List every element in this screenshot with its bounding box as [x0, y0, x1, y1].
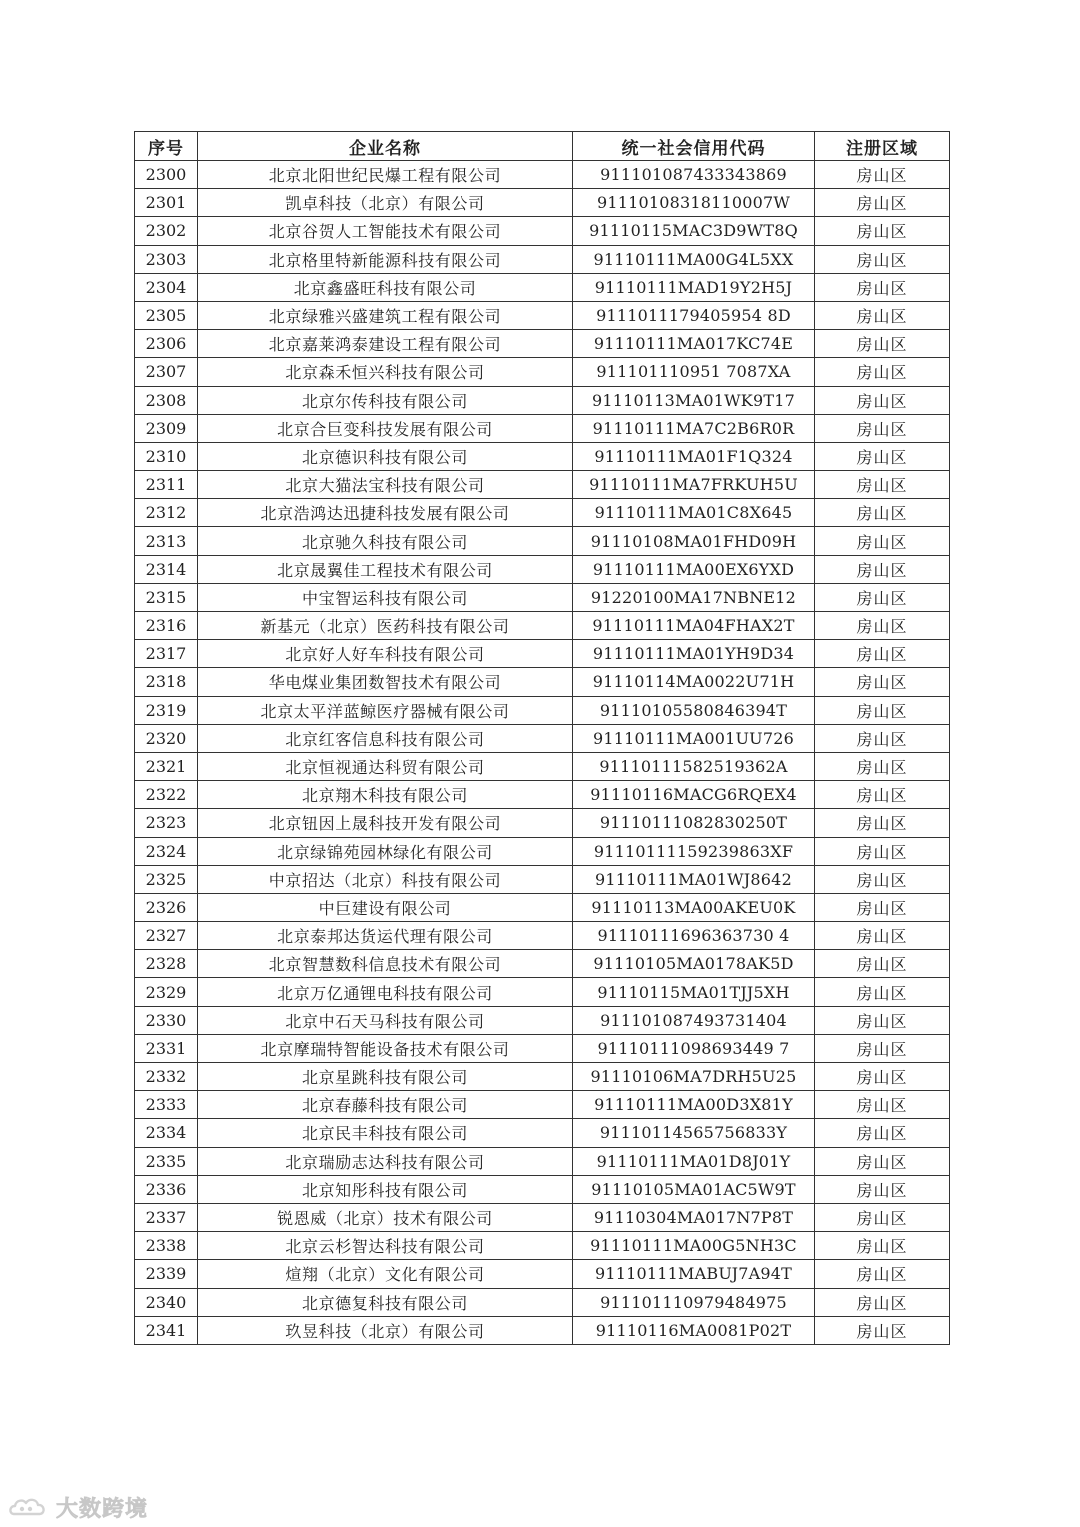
table-row — [135, 1006, 950, 1034]
cell-credit-code: 91110108MA01FHD09H — [573, 527, 815, 555]
table-row — [135, 922, 950, 950]
cell-company-name: 北京红客信息科技有限公司 — [198, 724, 573, 752]
cell-credit-code: 91110105MA01AC5W9T — [573, 1175, 815, 1203]
cell-credit-code: 91110111098693449 7 — [573, 1034, 815, 1062]
watermark-text: 大数跨境 — [56, 1496, 149, 1522]
cell-credit-code: 91110111MA7C2B6R0R — [573, 414, 815, 442]
table-row — [135, 555, 950, 583]
cell-company-name: 中宝智运科技有限公司 — [198, 583, 573, 611]
cell-company-name: 北京大猫法宝科技有限公司 — [198, 471, 573, 499]
cell-credit-code: 911101110979484975 — [573, 1288, 815, 1316]
cell-region: 房山区 — [815, 1316, 950, 1344]
table-row — [135, 583, 950, 611]
cell-region: 房山区 — [815, 1288, 950, 1316]
table-row — [135, 161, 950, 189]
cell-seq: 2313 — [135, 527, 198, 555]
enterprise-table — [134, 131, 950, 1345]
table-row — [135, 1232, 950, 1260]
table-row — [135, 499, 950, 527]
cell-company-name: 北京格里特新能源科技有限公司 — [198, 245, 573, 273]
cell-seq: 2305 — [135, 301, 198, 329]
cell-credit-code: 91110114MA0022U71H — [573, 668, 815, 696]
header-row — [135, 132, 950, 161]
cell-seq: 2320 — [135, 724, 198, 752]
cell-region: 房山区 — [815, 217, 950, 245]
table-row — [135, 696, 950, 724]
cell-seq: 2326 — [135, 893, 198, 921]
cell-region: 房山区 — [815, 555, 950, 583]
cell-company-name: 北京云杉智达科技有限公司 — [198, 1232, 573, 1260]
cell-seq: 2331 — [135, 1034, 198, 1062]
cell-company-name: 凯卓科技（北京）有限公司 — [198, 189, 573, 217]
cell-region: 房山区 — [815, 414, 950, 442]
table-row — [135, 612, 950, 640]
cell-region: 房山区 — [815, 724, 950, 752]
cell-region: 房山区 — [815, 386, 950, 414]
table-row — [135, 330, 950, 358]
cell-seq: 2322 — [135, 781, 198, 809]
table-body — [135, 161, 950, 1345]
cell-credit-code: 91110115MAC3D9WT8Q — [573, 217, 815, 245]
cell-company-name: 北京恒视通达科贸有限公司 — [198, 752, 573, 780]
table-row — [135, 978, 950, 1006]
cell-credit-code: 91110111MABUJ7A94T — [573, 1260, 815, 1288]
cell-credit-code: 91110111159239863XF — [573, 837, 815, 865]
cell-credit-code: 91110111MA01C8X645 — [573, 499, 815, 527]
cell-region: 房山区 — [815, 161, 950, 189]
cell-seq: 2302 — [135, 217, 198, 245]
table-row — [135, 301, 950, 329]
table-row — [135, 668, 950, 696]
cell-credit-code: 9111011179405954 8D — [573, 301, 815, 329]
table-row — [135, 1203, 950, 1231]
cell-seq: 2335 — [135, 1147, 198, 1175]
cell-seq: 2311 — [135, 471, 198, 499]
cell-seq: 2319 — [135, 696, 198, 724]
cell-region: 房山区 — [815, 893, 950, 921]
cell-seq: 2300 — [135, 161, 198, 189]
cell-company-name: 北京晟翼佳工程技术有限公司 — [198, 555, 573, 583]
table-row — [135, 527, 950, 555]
cell-credit-code: 91110111MA00EX6YXD — [573, 555, 815, 583]
cell-seq: 2304 — [135, 273, 198, 301]
cell-seq: 2310 — [135, 442, 198, 470]
cell-credit-code: 911101087493731404 — [573, 1006, 815, 1034]
cell-company-name: 中巨建设有限公司 — [198, 893, 573, 921]
cell-credit-code: 91110304MA017N7P8T — [573, 1203, 815, 1231]
table-row — [135, 752, 950, 780]
cell-company-name: 北京好人好车科技有限公司 — [198, 640, 573, 668]
cell-region: 房山区 — [815, 837, 950, 865]
cell-seq: 2316 — [135, 612, 198, 640]
cell-company-name: 北京浩鸿达迅捷科技发展有限公司 — [198, 499, 573, 527]
table-row — [135, 1288, 950, 1316]
cell-company-name: 北京德识科技有限公司 — [198, 442, 573, 470]
table-row — [135, 1063, 950, 1091]
table-row — [135, 386, 950, 414]
table-row — [135, 950, 950, 978]
cell-credit-code: 91110116MACG6RQEX4 — [573, 781, 815, 809]
table-row — [135, 640, 950, 668]
cell-region: 房山区 — [815, 1091, 950, 1119]
cell-credit-code: 91110111MA00D3X81Y — [573, 1091, 815, 1119]
table-row — [135, 837, 950, 865]
table-row — [135, 273, 950, 301]
cell-seq: 2332 — [135, 1063, 198, 1091]
cloud-logo-icon — [8, 1494, 50, 1520]
table-header — [135, 132, 950, 161]
table-row — [135, 1316, 950, 1344]
cell-region: 房山区 — [815, 978, 950, 1006]
cell-company-name: 北京智慧数科信息技术有限公司 — [198, 950, 573, 978]
table-row — [135, 809, 950, 837]
cell-company-name: 北京绿雅兴盛建筑工程有限公司 — [198, 301, 573, 329]
cell-seq: 2308 — [135, 386, 198, 414]
cell-company-name: 煊翔（北京）文化有限公司 — [198, 1260, 573, 1288]
table-row — [135, 217, 950, 245]
cell-company-name: 北京绿锦苑园林绿化有限公司 — [198, 837, 573, 865]
cell-company-name: 北京星跳科技有限公司 — [198, 1063, 573, 1091]
cell-credit-code: 911101110951 7087XA — [573, 358, 815, 386]
cell-credit-code: 91110111MA01D8J01Y — [573, 1147, 815, 1175]
cell-credit-code: 91110116MA0081P02T — [573, 1316, 815, 1344]
cell-credit-code: 91220100MA17NBNE12 — [573, 583, 815, 611]
cell-seq: 2341 — [135, 1316, 198, 1344]
cell-company-name: 北京森禾恒兴科技有限公司 — [198, 358, 573, 386]
cell-region: 房山区 — [815, 696, 950, 724]
table-row — [135, 865, 950, 893]
cell-region: 房山区 — [815, 1034, 950, 1062]
cell-credit-code: 91110111MA01WJ8642 — [573, 865, 815, 893]
cell-seq: 2340 — [135, 1288, 198, 1316]
table-row — [135, 245, 950, 273]
cell-credit-code: 91110111MA01YH9D34 — [573, 640, 815, 668]
cell-region: 房山区 — [815, 865, 950, 893]
cell-seq: 2323 — [135, 809, 198, 837]
table-row — [135, 1260, 950, 1288]
cell-credit-code: 91110111MAD19Y2H5J — [573, 273, 815, 301]
cell-region: 房山区 — [815, 1203, 950, 1231]
cell-seq: 2321 — [135, 752, 198, 780]
table-row — [135, 893, 950, 921]
cell-credit-code: 91110111MA01F1Q324 — [573, 442, 815, 470]
cell-credit-code: 911101087433343869 — [573, 161, 815, 189]
table-row — [135, 1175, 950, 1203]
cell-region: 房山区 — [815, 1232, 950, 1260]
cell-seq: 2337 — [135, 1203, 198, 1231]
cell-company-name: 北京摩瑞特智能设备技术有限公司 — [198, 1034, 573, 1062]
cell-region: 房山区 — [815, 1147, 950, 1175]
cell-region: 房山区 — [815, 1175, 950, 1203]
table-row — [135, 442, 950, 470]
cell-company-name: 中京招达（北京）科技有限公司 — [198, 865, 573, 893]
cell-region: 房山区 — [815, 358, 950, 386]
table-row — [135, 358, 950, 386]
cell-region: 房山区 — [815, 668, 950, 696]
cell-region: 房山区 — [815, 583, 950, 611]
cell-seq: 2324 — [135, 837, 198, 865]
cell-credit-code: 91110106MA7DRH5U25 — [573, 1063, 815, 1091]
cell-credit-code: 91110111MA001UU726 — [573, 724, 815, 752]
cell-region: 房山区 — [815, 471, 950, 499]
cell-credit-code: 91110111MA017KC74E — [573, 330, 815, 358]
table-row — [135, 1091, 950, 1119]
cell-company-name: 北京钮因上晟科技开发有限公司 — [198, 809, 573, 837]
table-row — [135, 471, 950, 499]
cell-company-name: 新基元（北京）医药科技有限公司 — [198, 612, 573, 640]
cell-seq: 2336 — [135, 1175, 198, 1203]
cell-credit-code: 91110105580846394T — [573, 696, 815, 724]
cell-seq: 2330 — [135, 1006, 198, 1034]
table-row — [135, 414, 950, 442]
cell-company-name: 北京中石天马科技有限公司 — [198, 1006, 573, 1034]
cell-seq: 2317 — [135, 640, 198, 668]
header-seq: 序号 — [135, 132, 198, 161]
cell-company-name: 北京翔木科技有限公司 — [198, 781, 573, 809]
cell-seq: 2309 — [135, 414, 198, 442]
table-row — [135, 724, 950, 752]
cell-company-name: 北京太平洋蓝鲸医疗器械有限公司 — [198, 696, 573, 724]
cell-region: 房山区 — [815, 1063, 950, 1091]
cell-region: 房山区 — [815, 527, 950, 555]
cell-credit-code: 91110111MA00G5NH3C — [573, 1232, 815, 1260]
cell-seq: 2306 — [135, 330, 198, 358]
cell-seq: 2312 — [135, 499, 198, 527]
cell-seq: 2339 — [135, 1260, 198, 1288]
header-area: 注册区域 — [815, 132, 950, 161]
cell-region: 房山区 — [815, 640, 950, 668]
cell-region: 房山区 — [815, 781, 950, 809]
cell-seq: 2318 — [135, 668, 198, 696]
cell-company-name: 北京万亿通锂电科技有限公司 — [198, 978, 573, 1006]
cell-credit-code: 91110111MA00G4L5XX — [573, 245, 815, 273]
cell-company-name: 北京北阳世纪民爆工程有限公司 — [198, 161, 573, 189]
cell-seq: 2307 — [135, 358, 198, 386]
table-row — [135, 781, 950, 809]
cell-region: 房山区 — [815, 752, 950, 780]
cell-credit-code: 91110111696363730 4 — [573, 922, 815, 950]
cell-seq: 2303 — [135, 245, 198, 273]
cell-region: 房山区 — [815, 950, 950, 978]
table-row — [135, 189, 950, 217]
cell-credit-code: 91110115MA01TJJ5XH — [573, 978, 815, 1006]
cell-credit-code: 91110111MA04FHAX2T — [573, 612, 815, 640]
cell-company-name: 北京谷贺人工智能技术有限公司 — [198, 217, 573, 245]
table-row — [135, 1147, 950, 1175]
cell-seq: 2301 — [135, 189, 198, 217]
cell-seq: 2314 — [135, 555, 198, 583]
cell-region: 房山区 — [815, 499, 950, 527]
cell-region: 房山区 — [815, 1006, 950, 1034]
cell-region: 房山区 — [815, 442, 950, 470]
cell-credit-code: 91110113MA01WK9T17 — [573, 386, 815, 414]
cell-region: 房山区 — [815, 1260, 950, 1288]
cell-company-name: 北京知彤科技有限公司 — [198, 1175, 573, 1203]
cell-company-name: 北京鑫盛旺科技有限公司 — [198, 273, 573, 301]
cell-seq: 2334 — [135, 1119, 198, 1147]
cell-company-name: 北京合巨变科技发展有限公司 — [198, 414, 573, 442]
cell-seq: 2329 — [135, 978, 198, 1006]
cell-region: 房山区 — [815, 301, 950, 329]
cell-seq: 2333 — [135, 1091, 198, 1119]
cell-region: 房山区 — [815, 809, 950, 837]
cell-company-name: 北京瑞励志达科技有限公司 — [198, 1147, 573, 1175]
cell-company-name: 北京尔传科技有限公司 — [198, 386, 573, 414]
cell-credit-code: 91110114565756833Y — [573, 1119, 815, 1147]
cell-credit-code: 91110111582519362A — [573, 752, 815, 780]
cell-region: 房山区 — [815, 273, 950, 301]
cell-seq: 2325 — [135, 865, 198, 893]
header-name: 企业名称 — [198, 132, 573, 161]
cell-company-name: 北京嘉莱鸿泰建设工程有限公司 — [198, 330, 573, 358]
cell-seq: 2327 — [135, 922, 198, 950]
cell-credit-code: 91110111MA7FRKUH5U — [573, 471, 815, 499]
cell-region: 房山区 — [815, 189, 950, 217]
cell-company-name: 锐恩威（北京）技术有限公司 — [198, 1203, 573, 1231]
cell-company-name: 北京驰久科技有限公司 — [198, 527, 573, 555]
cell-seq: 2315 — [135, 583, 198, 611]
cell-company-name: 华电煤业集团数智技术有限公司 — [198, 668, 573, 696]
cell-region: 房山区 — [815, 922, 950, 950]
cell-company-name: 北京春藤科技有限公司 — [198, 1091, 573, 1119]
watermark — [8, 1490, 148, 1524]
cell-company-name: 北京德复科技有限公司 — [198, 1288, 573, 1316]
cell-region: 房山区 — [815, 245, 950, 273]
cell-credit-code: 91110108318110007W — [573, 189, 815, 217]
cell-region: 房山区 — [815, 1119, 950, 1147]
cell-credit-code: 91110105MA0178AK5D — [573, 950, 815, 978]
cell-credit-code: 91110113MA00AKEU0K — [573, 893, 815, 921]
table-row — [135, 1119, 950, 1147]
cell-company-name: 玖昱科技（北京）有限公司 — [198, 1316, 573, 1344]
cell-credit-code: 91110111082830250T — [573, 809, 815, 837]
cell-region: 房山区 — [815, 612, 950, 640]
cell-seq: 2338 — [135, 1232, 198, 1260]
cell-seq: 2328 — [135, 950, 198, 978]
cell-company-name: 北京泰邦达货运代理有限公司 — [198, 922, 573, 950]
cell-region: 房山区 — [815, 330, 950, 358]
table-row — [135, 1034, 950, 1062]
cell-company-name: 北京民丰科技有限公司 — [198, 1119, 573, 1147]
header-code: 统一社会信用代码 — [573, 132, 815, 161]
